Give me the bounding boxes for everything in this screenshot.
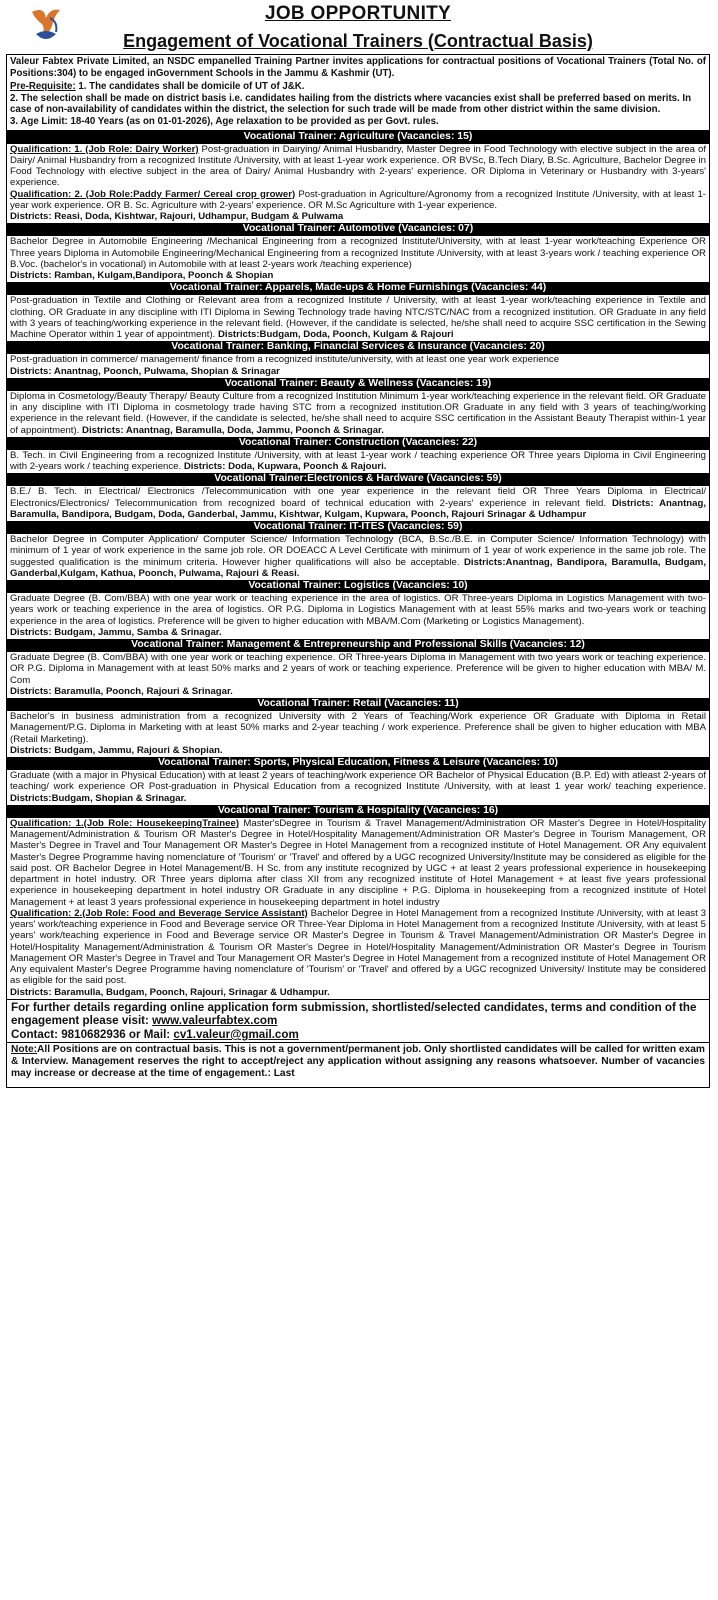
section-header-agriculture: Vocational Trainer: Agriculture (Vacancies: 15) [6,131,710,144]
qualification-text: Graduate Degree (B. Com/BBA) with one year work or teaching experience in the area of logistics. OR Three-years Diploma in Logistics Management with two-years work or teaching experience in the area of logistics. OR P.G. Diploma in Logistics Management with at least 55% marks and two-years work or teaching experience in the area of logistics. Preference will be given to higher education with MBA/M.Com (Marketing or Logistics Management). [10,593,706,627]
districts-text: Districts: Ramban, Kulgam,Bandipora, Poonch & Shopian [10,270,274,282]
qualification-text: Post-graduation in commerce/ management/ finance from a recognized institute/university, with at least one year work experience [10,354,560,366]
qualification-label: Qualification: 2. (Job Role:Paddy Farmer/ Cereal crop grower) [10,188,296,200]
qualification-label: Qualification: 1. (Job Role: Dairy Worker) [10,143,199,155]
section-sports [6,770,710,805]
prerequisite-label: Pre-Requisite: [10,81,76,93]
districts-text: Districts: Baramulla, Poonch, Rajouri & Srinagar. [10,685,233,697]
qualification-label: Qualification: 2.(Job Role: Food and Beverage Service Assistant) [10,907,308,919]
section-header-tourism: Vocational Trainer: Tourism & Hospitality (Vacancies: 16) [6,805,710,818]
qualification-label: Qualification: 1.(Job Role: HousekeepingTrainee) [10,817,240,829]
footer-contact [6,999,710,1043]
qualification-text: Graduate Degree (B. Com/BBA) with one year work or teaching experience. OR Three-years Diploma in Management with two years work or teaching experience. OR P.G. Diploma in Management with at least 50% marks and 2 years of work or teaching experience. Preference will be given to higher education with MBA/ M. Com [10,652,706,686]
qualification-text: B.E./ B. Tech. in Electrical/ Electronics /Telecommunication with one year experience in the relevant field OR Three Years Diploma in Electrical/ Electronics/Electronics/ Telecommunication from recognized board of technical education with 2-years' experience in relevant field. [10,486,706,509]
note-label: Note: [11,1043,38,1055]
prerequisite-item-2: 2. The selection shall be made on district basis i.e. candidates hailing from the districts where vacancies exist shall be preferred based on merits. In case of non-availability of candidates within the district, the selection for such trade will be made from other district within the same division. [10,92,692,116]
footer-contact-text: Contact: 9810682936 or Mail: [11,1028,174,1041]
section-header-it-ites: Vocational Trainer: IT-ITES (Vacancies: 59) [6,521,710,534]
section-retail [6,711,710,757]
qualification-text: Post-graduation in Agriculture/Agronomy from a recognized Institute /University, with at least 1-year work experience. OR B. Sc. Agriculture with 2-years' experience. OR M.Sc Agriculture with 1-year experience. [10,188,706,211]
section-header-management: Vocational Trainer: Management & Entrepreneurship and Professional Skills (Vacancies: 12) [6,639,710,652]
footer-details-text: For further details regarding online application form submission, shortlisted/selected candidates, terms and condition of the engagement please visit: [11,1000,697,1028]
section-header-logistics: Vocational Trainer: Logistics (Vacancies: 10) [6,580,710,593]
section-header-automotive: Vocational Trainer: Automotive (Vacancies: 07) [6,223,710,236]
qualification-text: Graduate (with a major in Physical Education) with at least 2 years of teaching/work experience OR Bachelor of Physical Education (B.P. Ed) with atleast 2-years of teaching/ work experience OR Post-graduation in Physical Education from a recognized Institute /University, with at least 1 year work/ teaching experience. [10,770,706,793]
section-header-sports: Vocational Trainer: Sports, Physical Education, Fitness & Leisure (Vacancies: 10) [6,757,710,770]
qualification-text: Bachelor Degree in Automobile Engineering /Mechanical Engineering from a recognized Institute/University, with at least 1-year work/teaching Experience OR Three years Diploma in Automobile Engineering/Mechanical Engineering from a recognized Institute /University, with at least 3-years work / teaching experience OR B.Voc. (bachelor's in vocational) in Automobile with at least 2-years work /teaching experience) [10,236,706,270]
districts-text: Districts: Baramulla, Budgam, Poonch, Rajouri, Srinagar & Udhampur. [10,986,330,998]
page-title: JOB OPPORTUNITY [264,3,452,24]
note-text: All Positions are on contractual basis. This is not a government/permanent job. Only shortlisted candidates will be called for written exam & Interview. Management reserves the right to accept/reject any application without assigning any reasons whatsoever. Number of vacancies may increase or decrease at the time of engagement.: Last [11,1043,705,1079]
section-header-construction: Vocational Trainer: Construction (Vacancies: 22) [6,437,710,450]
job-notice [6,0,710,1088]
qualification-text: Bachelor's in business administration from a recognized University with 2 Years of Teaching/Work experience OR Graduate with Diploma in Retail Management/P.G. Diploma in Marketing with at least 50% marks and 2-year teaching / work experience. Preference shall be given to higher education with MBA (Retail Marketing). [10,711,706,745]
section-automotive [6,236,710,282]
districts-text: Districts: Doda, Kupwara, Poonch & Rajouri. [181,461,387,473]
districts-text: Districts: Anantnag, Baramulla, Doda, Jammu, Poonch & Srinagar. [79,424,384,436]
intro-paragraph: Valeur Fabtex Private Limited, an NSDC empanelled Training Partner invites applications for contractual positions of Vocational Trainers (Total No. of Positions:304) to be engaged inGovernment Schools in the Jammu & Kashmir (UT). [6,54,710,80]
section-header-beauty: Vocational Trainer: Beauty & Wellness (Vacancies: 19) [6,378,710,391]
districts-text: Districts: Budgam, Jammu, Samba & Srinagar. [10,626,222,638]
section-management [6,652,710,698]
section-tourism [6,818,710,999]
section-banking [6,354,710,378]
notice-header [6,0,710,54]
website-link[interactable]: www.valeurfabtex.com [152,1014,278,1028]
section-agriculture [6,144,710,224]
districts-text: Districts:Anantnag, Bandipora, Baramulla, Budgam, Ganderbal,Kulgam, Kathua, Poonch, Pulwama, Rajouri & Reasi. [10,556,706,579]
districts-text: Districts: Budgam, Jammu, Rajouri & Shopian. [10,744,223,756]
prerequisite-block [6,80,710,130]
section-header-retail: Vocational Trainer: Retail (Vacancies: 11) [6,698,710,711]
districts-text: Districts: Reasi, Doda, Kishtwar, Rajouri, Udhampur, Budgam & Pulwama [10,211,344,223]
districts-text: Districts: Anantnag, Baramulla, Bandipora, Budgam, Doda, Ganderbal, Jammu, Kishtwar, Kulgam, Kupwara, Poonch, Rajouri Srinagar & Udhampur [10,497,707,520]
section-construction [6,450,710,474]
qualification-text: Post-graduation in Dairying/ Animal Husbandry, Master Degree in Food Technology with elective subject in the area of Dairy/ Animal Husbandry from a recognized Institute /University, with at least 1-year work experience. OR BVSc, B.Tech Diary, B.Sc. Agriculture, Bachelor Degree in Food Technology with elective subject in the area of Dairy/ Animal Husbandry with 2-years' experience. OR Diploma in Veterinary or Husbandry with 3-years' experience. [10,143,707,189]
qualification-text: B. Tech. in Civil Engineering from a recognized Institute /University, with at least 1-year work / teaching experience OR Three years Diploma in Civil Engineering with 2-years work / teaching experience. [10,449,706,473]
qualification-text: Master'sDegree in Tourism & Travel Management/Administration OR Master's Degree in Hotel/Hospitality Management/Administration & Tourism OR Master's Degree in Hotel/Hospitality Management/Administration OR Master's Degree in Tourism Management, OR Master's Degree in Travel and Tour Management OR Master's Degree in Hotel Management from a recognized institute of Hotel Management. OR Any equivalent Master's Degree Programme having nomenclature of 'Tourism' or 'Travel' and offered by a UGC recognized University/Institute may be considered as eligible for the said post. OR Bachelor Degree in Hotel Management/B. H Sc. from any institute recognized by UGC + at least 2 years professional experience in housekeeping department in hotel industry. OR Three years diploma after class XII from any recognized institute of Hotel Management + at least five years professional experience in housekeeping department in hotel industry OR Graduate in any discipline + P.G. Diploma in housekeeping from a recognized institute of Hotel Management + at least 3 years professional experience in housekeeping department in hotel industry [10,817,706,908]
page-subtitle: Engagement of Vocational Trainers (Contractual Basis) [123,31,593,51]
prerequisite-item-3: 3. Age Limit: 18-40 Years (as on 01-01-2026), Age relaxation to be provided as per Govt. rules. [10,115,439,127]
section-header-electronics: Vocational Trainer:Electronics & Hardware (Vacancies: 59) [6,473,710,486]
qualification-text: Bachelor Degree in Computer Application/ Computer Science/ Information Technology (BCA, B.Sc./B.E. in Computer Science/ Information Technology) with minimum of 1 year of work experience in the same job role. OR DOEACC A Level Certificate with minimum of 1 year of work experience in the same job role. The suggested qualification is the minimum criteria. However higher qualifications will also be acceptable. [10,534,706,568]
districts-text: Districts:Budgam, Shopian & Srinagar. [10,792,187,804]
section-logistics [6,593,710,639]
districts-text: Districts: Anantnag, Poonch, Pulwama, Shopian & Srinagar [10,365,280,377]
section-apparels [6,295,710,341]
districts-text: Districts:Budgam, Doda, Poonch, Kulgam & Rajouri [215,329,454,341]
section-it-ites [6,534,710,580]
email-link[interactable]: cv1.valeur@gmail.com [173,1028,299,1041]
qualification-text: Post-graduation in Textile and Clothing or Relevant area from a recognized Institute / University, with at least 1-year work/teaching experience in Textile and clothing. OR Graduate in any discipline with ITI Diploma in Sewing Technology trade having NTC/STC/NAC from a recognized institution. OR Graduate in any field with 3 years of teaching/working experience in the relevant field. (However, if the candidate is selected, he/she shall need to acquire SSC certification in the Sewing Machine Operator within 1 year of appointment). [10,295,706,341]
section-beauty [6,391,710,437]
qualification-text: Diploma in Cosmetology/Beauty Therapy/ Beauty Culture from a recognized Institution Minimum 1-year work/teaching experience in the relevant field. OR Graduate in any discipline with ITI Diploma in cosmetology trade having STC from a recognized institution.OR Graduate in any field with 3 years of teaching/working experience in the relevant field. (However, if the candidate is selected, he/she shall need to acquire SSC certification in the Assistant Beauty Therapist within-1 year of appointment). [10,390,706,436]
prerequisite-item-1: 1. The candidates shall be domicile of UT of J&K. [75,81,305,93]
qualification-text: Bachelor Degree in Hotel Management from a recognized Institute /University, with at least 3 years' work/teaching experience in Food and Beverage service OR Three-Year Diploma in Hotel Management from a recognized Institute /University, with at least 5 years' work/teaching experience in Food and Beverage service OR Master's Degree in Tourism & Travel Management/Administration OR Master's Degree in Hotel/Hospitality Management/Administration & Tourism OR Master's Degree in Hotel/Hospitality Management/Administration OR Master's Degree in Tourism Management OR Master's Degree in Travel and Tour Management OR Master's Degree in Hotel Management from a recognized institute of Hotel Management OR Any equivalent Master's Degree Programme having nomenclature of 'Tourism' or 'Travel' and offered by a UGC recognized University/ Institute may be considered as eligible for the said post. [10,907,706,987]
footer-note [6,1043,710,1088]
section-header-apparels: Vocational Trainer: Apparels, Made-ups & Home Furnishings (Vacancies: 44) [6,282,710,295]
section-electronics [6,486,710,521]
section-header-banking: Vocational Trainer: Banking, Financial Services & Insurance (Vacancies: 20) [6,341,710,354]
